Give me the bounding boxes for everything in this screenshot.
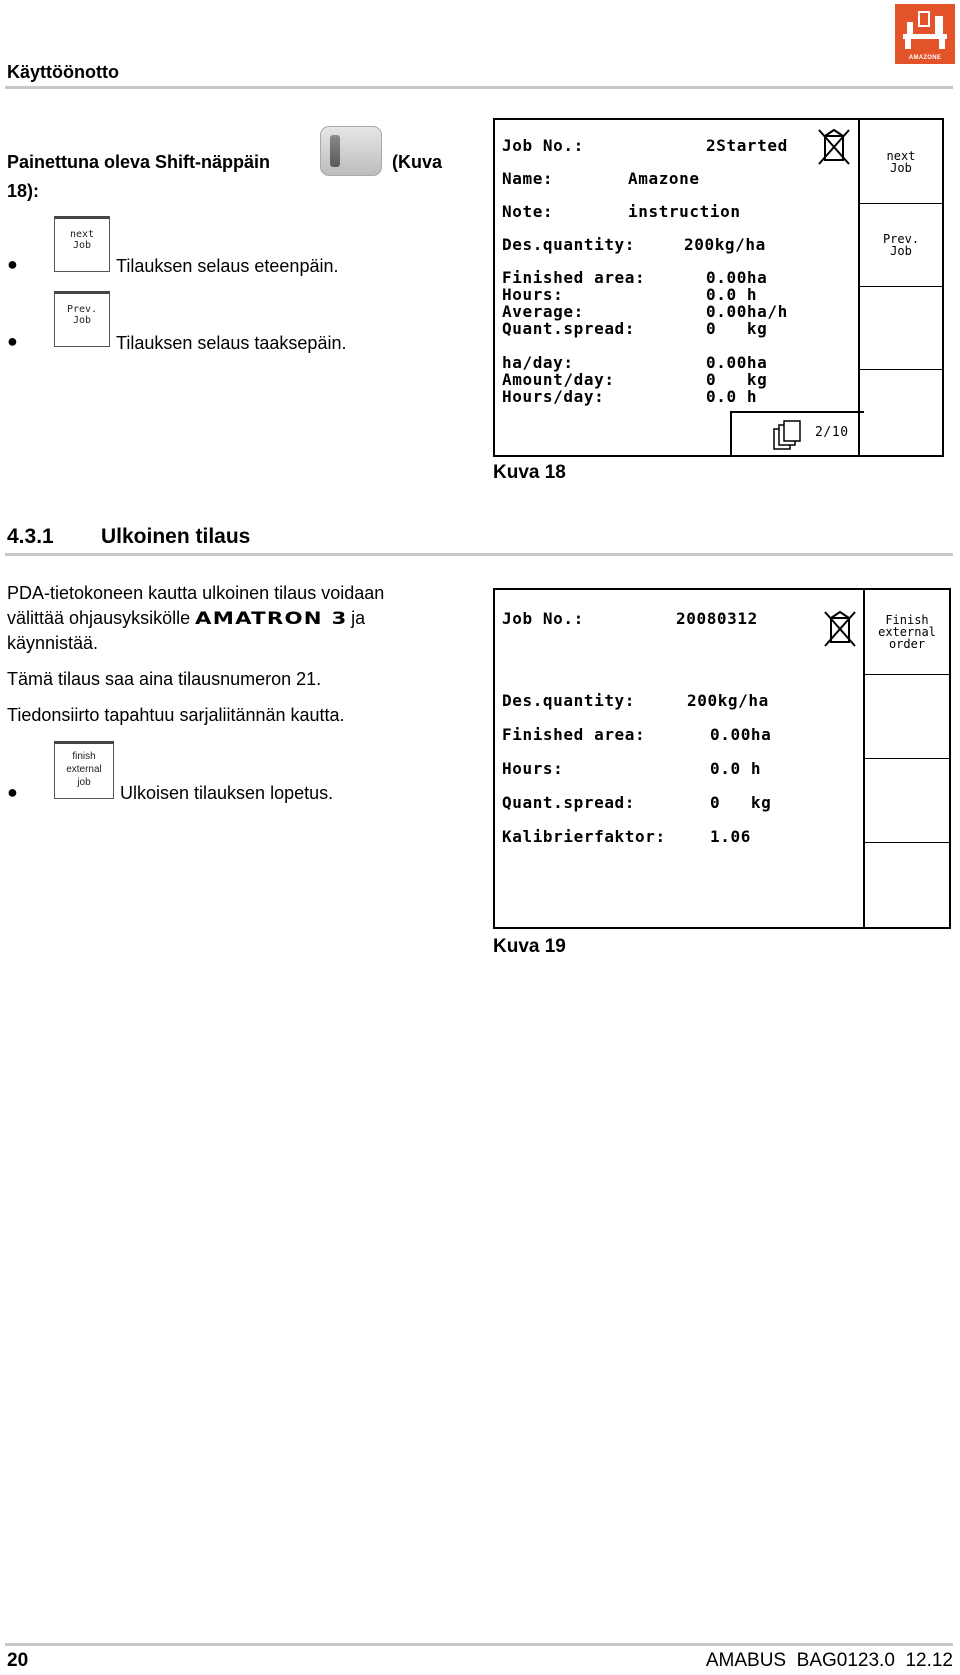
fig18-value: Amazone bbox=[628, 169, 700, 188]
fig18-label: Note: bbox=[502, 202, 554, 221]
finish-key-line: finish bbox=[72, 751, 96, 762]
figure-18-screen bbox=[493, 118, 944, 457]
footer-rule bbox=[5, 1643, 953, 1646]
fig18-value: 0.0 h bbox=[706, 285, 758, 304]
fig19-label: Des.quantity: bbox=[502, 691, 636, 710]
fig18-label: Quant.spread: bbox=[502, 319, 636, 338]
next-job-key[interactable] bbox=[54, 216, 110, 272]
next-job-key-line2: Job bbox=[72, 240, 92, 251]
fig18-softkey-prev-job[interactable] bbox=[860, 203, 942, 287]
section-para-3: Tiedonsiirto tapahtuu sarjaliitännän kautta. bbox=[7, 705, 345, 725]
fig18-label: Hours/day: bbox=[502, 387, 605, 406]
finish-key-line: external bbox=[66, 764, 102, 775]
fig19-softkey-empty[interactable] bbox=[865, 674, 949, 759]
bullet-dot: ● bbox=[7, 782, 18, 802]
amatron-brand: AMATRON 3 bbox=[195, 609, 348, 629]
intro-shift-text: Painettuna oleva Shift-näppäin bbox=[7, 152, 271, 172]
fig19-softkey-finish-external-order[interactable] bbox=[865, 590, 949, 675]
fig18-value: 200kg/ha bbox=[684, 235, 766, 254]
fig19-value: 200kg/ha bbox=[687, 691, 769, 710]
fig19-value: 1.06 bbox=[710, 827, 751, 846]
fig19-softkey-empty[interactable] bbox=[865, 758, 949, 843]
next-job-key-line1: next bbox=[69, 229, 95, 240]
para-text: välittää ohjausyksikölle bbox=[7, 608, 191, 628]
no-storage-icon bbox=[817, 128, 851, 166]
fig18-value: 0.0 h bbox=[706, 387, 758, 406]
pages-icon bbox=[772, 419, 802, 451]
bullet-prev-label: Tilauksen selaus taaksepäin. bbox=[116, 333, 347, 353]
no-storage-icon bbox=[823, 610, 857, 648]
softkey-line: Job bbox=[890, 244, 912, 258]
fig18-label: Des.quantity: bbox=[502, 235, 636, 254]
intro-figure-ref: (Kuva bbox=[392, 152, 443, 172]
softkey-line: Finish bbox=[885, 613, 929, 627]
softkey-line: next bbox=[886, 149, 916, 163]
prev-job-key[interactable] bbox=[54, 291, 110, 347]
fig18-label: ha/day: bbox=[502, 353, 574, 372]
page-header-title: Käyttöönotto bbox=[7, 62, 119, 82]
fig19-softkey-column bbox=[863, 590, 949, 927]
intro-figure-ref-2: 18): bbox=[7, 181, 40, 201]
section-para-1-line-1: PDA-tietokoneen kautta ulkoinen tilaus voidaan bbox=[7, 583, 385, 603]
logo-text: AMAZONE bbox=[908, 55, 942, 61]
fig19-label: Job No.: bbox=[502, 609, 584, 628]
softkey-line: Job bbox=[890, 161, 912, 175]
fig18-softkey-column bbox=[858, 120, 942, 455]
bullet-finish-label: Ulkoisen tilauksen lopetus. bbox=[120, 783, 334, 803]
finish-external-job-key[interactable] bbox=[54, 741, 114, 799]
section-para-1-line-2 bbox=[7, 606, 365, 632]
shift-key-slot bbox=[330, 135, 340, 167]
prev-job-key-line2: Job bbox=[72, 315, 92, 326]
fig18-value: 2Started bbox=[706, 136, 788, 155]
fig19-value: 0.0 h bbox=[710, 759, 762, 778]
fig18-softkey-empty[interactable] bbox=[860, 286, 942, 370]
page-indicator: 2/10 bbox=[815, 425, 849, 440]
document-id: AMABUS BAG0123.0 12.12 bbox=[705, 1650, 953, 1671]
fig19-label: Quant.spread: bbox=[502, 793, 636, 812]
fig19-label: Finished area: bbox=[502, 725, 646, 744]
fig19-label: Hours: bbox=[502, 759, 564, 778]
fig18-label: Amount/day: bbox=[502, 370, 615, 389]
fig18-label: Job No.: bbox=[502, 136, 584, 155]
section-title: Ulkoinen tilaus bbox=[101, 525, 251, 548]
fig19-label: Kalibrierfaktor: bbox=[502, 827, 666, 846]
section-para-2: Tämä tilaus saa aina tilausnumeron 21. bbox=[7, 669, 322, 689]
fig18-value: 0 kg bbox=[706, 370, 768, 389]
section-number: 4.3.1 bbox=[7, 525, 54, 548]
fig18-label: Finished area: bbox=[502, 268, 646, 287]
header-rule bbox=[5, 86, 953, 89]
fig18-value: 0.00ha/h bbox=[706, 302, 788, 321]
fig19-value: 20080312 bbox=[676, 609, 758, 628]
bullet-dot: ● bbox=[7, 254, 18, 274]
fig18-value: 0.00ha bbox=[706, 353, 768, 372]
fig18-value: instruction bbox=[628, 202, 741, 221]
figure-19-screen bbox=[493, 588, 951, 929]
fig18-value: 0.00ha bbox=[706, 268, 768, 287]
fig18-softkey-next-job[interactable] bbox=[860, 120, 942, 204]
bullet-next-label: Tilauksen selaus eteenpäin. bbox=[116, 256, 339, 276]
softkey-line: order bbox=[888, 637, 926, 651]
fig19-value: 0.00ha bbox=[710, 725, 772, 744]
fig18-label: Average: bbox=[502, 302, 584, 321]
fig18-value: 0 kg bbox=[706, 319, 768, 338]
shift-key bbox=[320, 126, 382, 176]
figure-19-caption: Kuva 19 bbox=[493, 936, 566, 957]
fig18-page-box bbox=[730, 411, 864, 457]
fig18-label: Hours: bbox=[502, 285, 564, 304]
softkey-line: Prev. bbox=[882, 232, 920, 246]
fig19-value: 0 kg bbox=[710, 793, 772, 812]
fig19-softkey-empty[interactable] bbox=[865, 842, 949, 927]
figure-18-caption: Kuva 18 bbox=[493, 462, 566, 483]
tractor-logo-icon bbox=[895, 4, 955, 52]
section-rule bbox=[5, 553, 953, 556]
prev-job-key-line1: Prev. bbox=[66, 304, 98, 315]
bullet-dot: ● bbox=[7, 331, 18, 351]
fig18-label: Name: bbox=[502, 169, 554, 188]
finish-key-line: job bbox=[77, 777, 91, 788]
section-para-1-line-3: käynnistää. bbox=[7, 633, 99, 653]
page-number: 20 bbox=[7, 1650, 29, 1671]
amazone-logo bbox=[895, 4, 955, 64]
para-text: ja bbox=[351, 608, 366, 628]
softkey-line: external bbox=[878, 625, 936, 639]
